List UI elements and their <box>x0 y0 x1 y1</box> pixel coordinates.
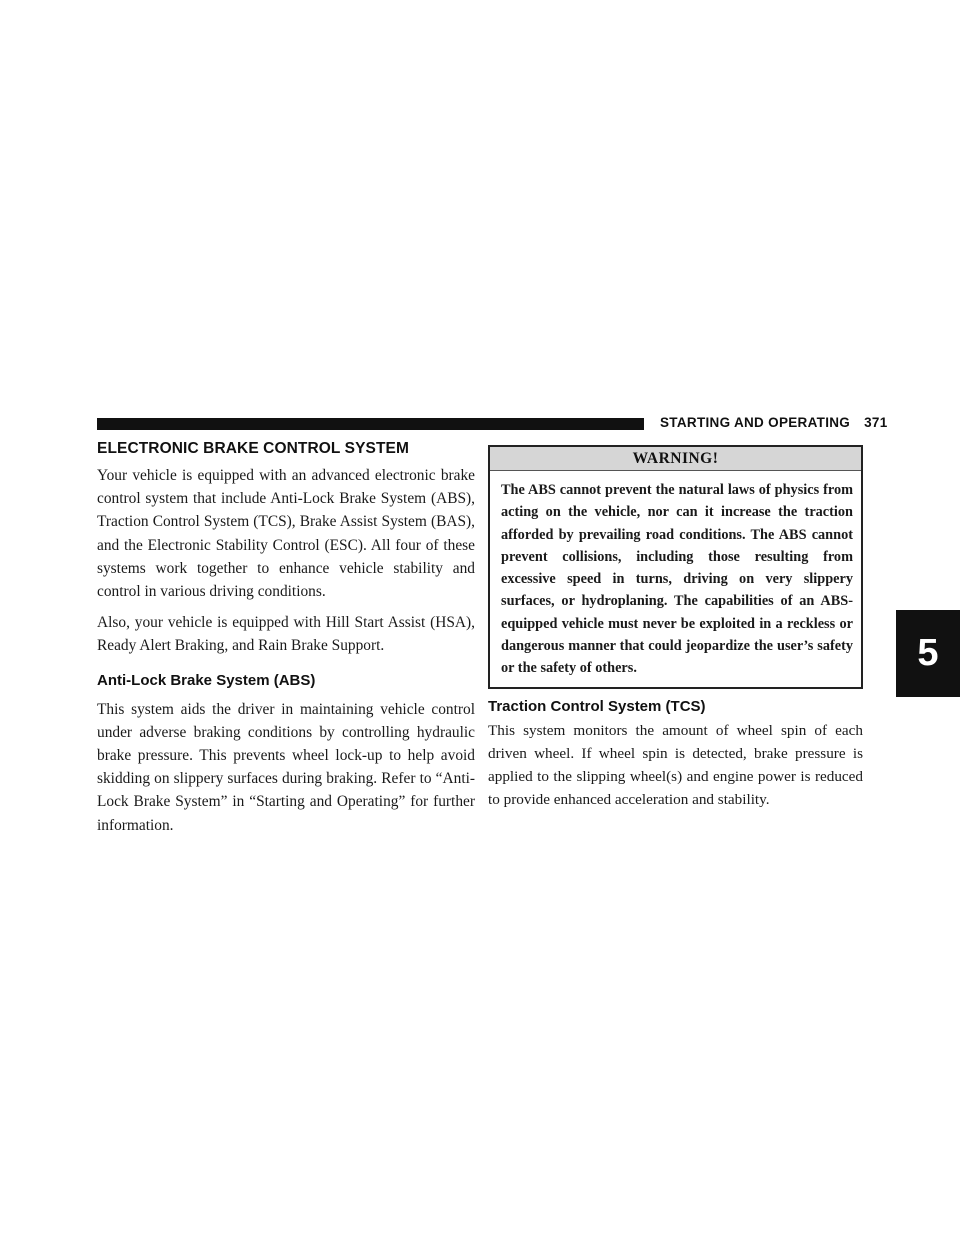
chapter-number: 5 <box>917 632 939 674</box>
header-rule <box>97 418 644 430</box>
tcs-subheading: Traction Control System (TCS) <box>488 697 706 715</box>
abs-subheading: Anti-Lock Brake System (ABS) <box>97 671 316 689</box>
abs-paragraph: This system aids the driver in maintaining vehicle control under adverse braking conditions by controlling hydraulic brake pressure. This prevents wheel lock-up to help avoid skidding on slippery surfaces during braking. Refer to “Anti-Lock Brake System” in “Starting and Operating” for further information. <box>97 700 475 834</box>
intro-paragraph: Your vehicle is equipped with an advanced electronic brake control system that include Anti-Lock Brake System (ABS), Traction Control System (TCS), Brake Assist System (BAS), and the Electronic Stability Control (ESC). All four of these systems work together to enhance vehicle stability and control in various driving conditions. <box>97 467 475 601</box>
page-number: 371 <box>864 415 888 430</box>
tcs-paragraph: This system monitors the amount of wheel spin of each driven wheel. If wheel spin is detected, brake pressure is applied to the slipping wheel(s) and engine power is reduced to provide enhanced acceleration and stability. <box>488 721 863 809</box>
hsa-paragraph: Also, your vehicle is equipped with Hill Start Assist (HSA), Ready Alert Braking, and Rain Brake Support. <box>97 614 475 655</box>
section-title: STARTING AND OPERATING <box>660 415 851 430</box>
running-header <box>660 415 888 430</box>
warning-title: WARNING! <box>490 447 861 471</box>
right-column <box>488 445 863 819</box>
left-column <box>97 440 475 845</box>
section-heading: ELECTRONIC BRAKE CONTROL SYSTEM <box>97 440 409 457</box>
chapter-tab <box>896 610 960 697</box>
warning-box <box>488 445 863 689</box>
warning-text: The ABS cannot prevent the natural laws of physics from acting on the vehicle, nor can it increase the traction afforded by prevailing road conditions. The ABS cannot prevent collisions, including those resulting from excessive speed in turns, driving on very slippery surfaces, or hydroplaning. The capabilities of an ABS-equipped vehicle must never be exploited in a reckless or dangerous manner that could jeopardize the user’s safety or the safety of others. <box>501 482 853 677</box>
